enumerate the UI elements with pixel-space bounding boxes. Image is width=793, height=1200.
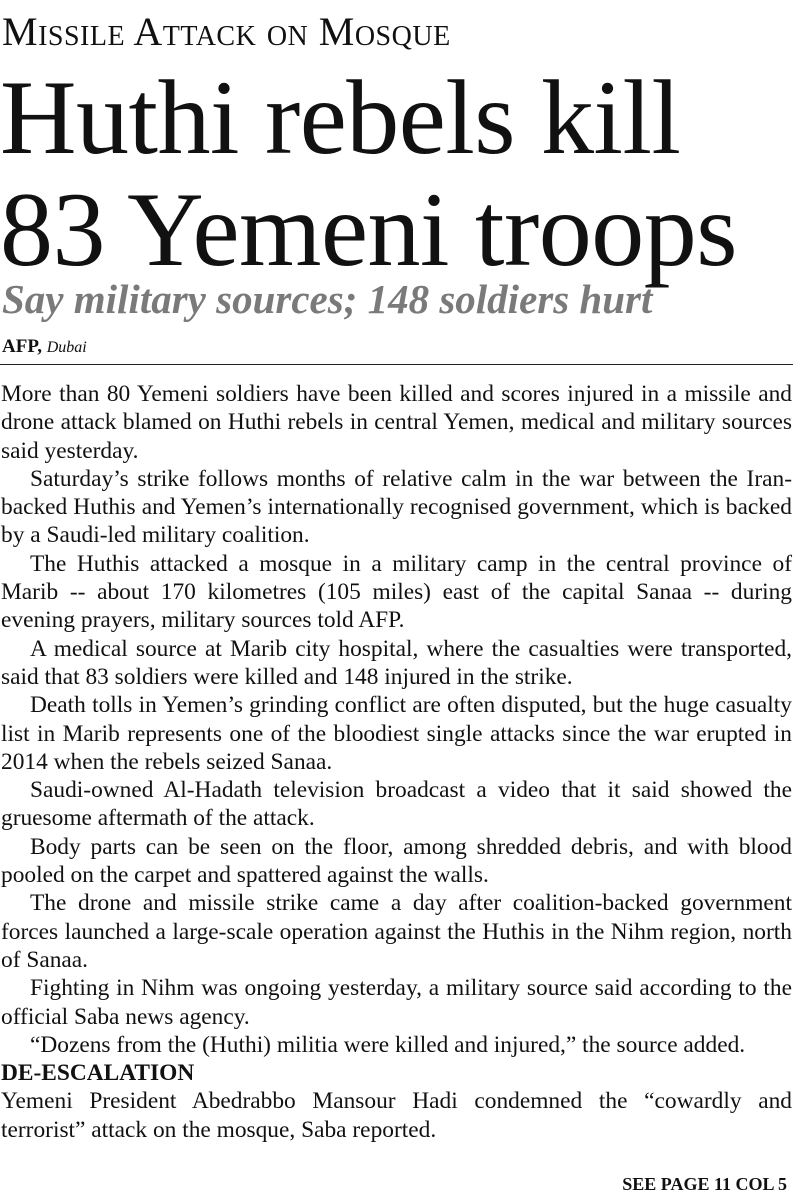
- jump-line: SEE PAGE 11 COL 5: [622, 1174, 787, 1194]
- paragraph: Saturday’s strike follows months of relative calm in the war between the Iran-backed Huthis and Yemen’s internationally recognised government, which is backed by a Saudi-led military coalition.: [1, 465, 792, 549]
- header-rule: [0, 364, 793, 365]
- subhead: DE-ESCALATION: [1, 1060, 195, 1087]
- paragraph: “Dozens from the (Huthi) militia were killed and injured,” the source added.: [30, 1031, 746, 1058]
- paragraph: Fighting in Nihm was ongoing yesterday, a military source said according to the official Saba news agency.: [1, 975, 792, 1030]
- paragraph: The Huthis attacked a mosque in a military camp in the central province of Marib -- about 170 kilometres (105 miles) east of the capital Sanaa -- during evening prayers, military sources told AFP.: [1, 550, 792, 634]
- headline: [0, 59, 738, 288]
- headline-line-1: Huthi rebels kill: [0, 59, 681, 176]
- byline-agency: AFP,: [2, 336, 42, 357]
- byline-place: Dubai: [46, 339, 87, 356]
- paragraph: Death tolls in Yemen’s grinding conflict are often disputed, but the huge casualty list in Marib represents one of the bloodiest single attacks since the war erupted in 2014 when the rebels seized Sanaa.: [1, 692, 792, 775]
- byline: [2, 334, 87, 361]
- paragraph: The drone and missile strike came a day after coalition-backed government forces launched a large-scale operation against the Huthis in the Nihm region, north of Sanaa.: [1, 890, 792, 973]
- article-body: [1, 380, 792, 1144]
- headline-line-2: 83 Yemeni troops: [0, 171, 738, 288]
- paragraph: Body parts can be seen on the floor, among shredded debris, and with blood pooled on the carpet and spattered against the walls.: [1, 833, 792, 889]
- paragraph: A medical source at Marib city hospital, where the casualties were transported, said that 83 soldiers were killed and 148 injured in the strike.: [1, 635, 792, 690]
- deck: Say military sources; 148 soldiers hurt: [2, 276, 653, 322]
- paragraph: More than 80 Yemeni soldiers have been killed and scores injured in a missile and drone attack blamed on Huthi rebels in central Yemen, medical and military sources said yesterday.: [1, 381, 792, 464]
- paragraph: Yemeni President Abedrabbo Mansour Hadi condemned the “cowardly and terrorist” attack on the mosque, Saba reported.: [1, 1088, 792, 1143]
- article-kicker: Missile Attack on Mosque: [2, 9, 451, 54]
- paragraph: Saudi-owned Al-Hadath television broadcast a video that it said showed the gruesome aftermath of the attack.: [1, 777, 792, 832]
